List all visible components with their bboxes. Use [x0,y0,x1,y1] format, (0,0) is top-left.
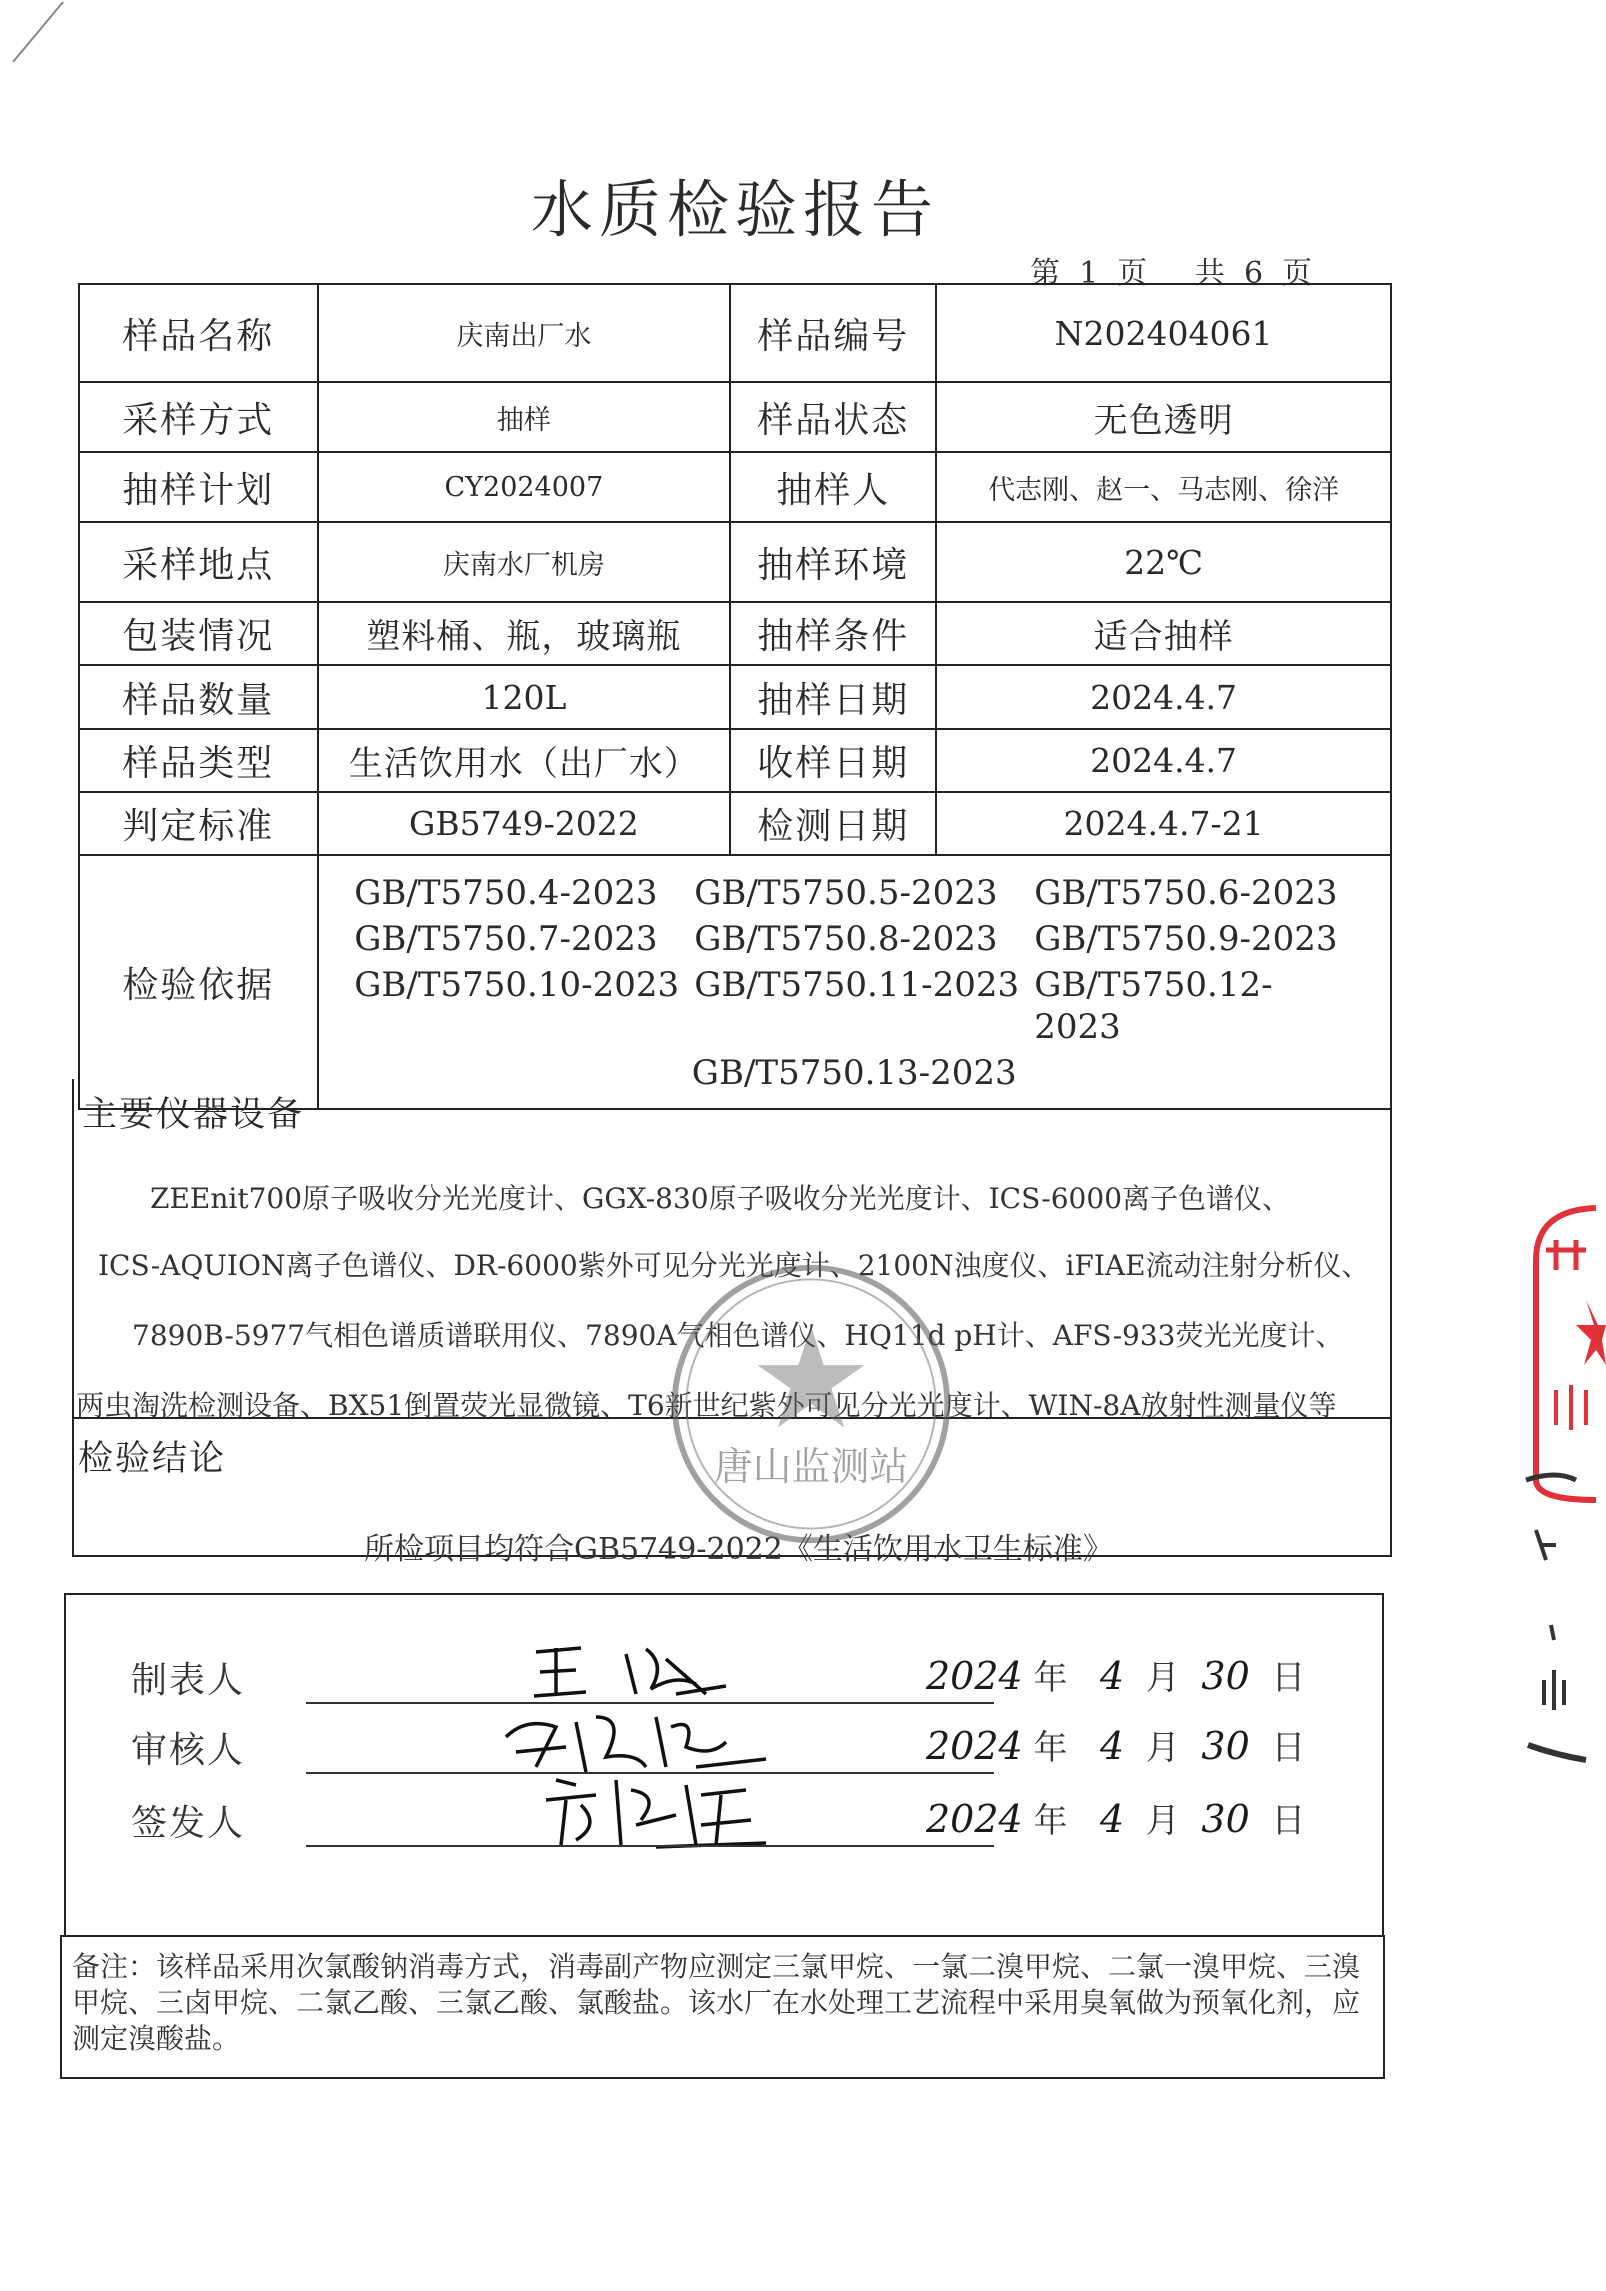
signature-label: 审核人 [131,1730,246,1771]
field-value: 无色透明 [936,382,1391,452]
date-day: 30 [1201,1654,1250,1698]
basis-label: 检验依据 [79,855,318,1109]
field-label: 包装情况 [79,602,318,665]
table-row [79,522,1391,602]
table-row [79,452,1391,522]
field-value: 庆南出厂水 [318,284,731,382]
date-day: 30 [1201,1724,1250,1768]
field-value: 2024.4.7 [936,729,1391,792]
field-value: 庆南水厂机房 [318,522,731,602]
field-label: 样品编号 [730,284,936,382]
conclusion-label: 检验结论 [78,1439,227,1479]
field-label: 抽样计划 [79,452,318,522]
field-value: 120L [318,665,731,729]
field-label: 采样方式 [79,382,318,452]
date-year: 2024 [926,1724,1023,1768]
field-value: 塑料桶、瓶，玻璃瓶 [318,602,731,665]
equipment-label: 主要仪器设备 [82,1095,305,1135]
field-label: 抽样环境 [730,522,936,602]
signature-date [926,1720,1305,1769]
basis-item: GB/T5750.13-2023 [691,1053,1017,1093]
date-year: 2024 [926,1654,1023,1698]
basis-item: GB/T5750.11-2023 [694,965,1020,1005]
equipment-line: 两虫淘洗检测设备、BX51倒置荧光显微镜、T6新世纪紫外可见分光光度计、WIN-8A放射性测量仪等 [76,1389,1337,1422]
table-row [79,665,1391,729]
field-value: 22℃ [936,522,1391,602]
table-row [79,792,1391,855]
field-label: 抽样人 [730,452,936,522]
official-seal-stamp [665,1258,957,1550]
note-text: 备注：该样品采用次氯酸钠消毒方式，消毒副产物应测定三氯甲烷、一氯二溴甲烷、二氯一溴甲烷、三溴甲烷、三卤甲烷、二氯乙酸、三氯乙酸、氯酸盐。该水厂在水处理工艺流程中采用臭氧做为预氧化剂，应测定溴酸盐。 [72,1950,1361,2055]
page-info: 第 1 页 共 6 页 [1030,256,1313,291]
date-month: 4 [1099,1724,1125,1768]
field-value: 2024.4.7 [936,665,1391,729]
field-label: 样品名称 [79,284,318,382]
field-value: 2024.4.7-21 [936,792,1391,855]
date-unit: 年 [1033,1801,1068,1841]
signature-line [306,1845,994,1847]
field-value: 生活饮用水（出厂水） [318,729,731,792]
field-label: 抽样条件 [730,602,936,665]
date-month: 4 [1099,1654,1125,1698]
basis-list [319,856,1390,1108]
signature-date [926,1793,1305,1842]
date-unit: 年 [1033,1658,1068,1698]
basis-item: GB/T5750.5-2023 [694,873,998,913]
signature-row [66,1795,1386,1855]
signature-box [64,1593,1384,1935]
field-label: 检测日期 [730,792,936,855]
field-value: 代志刚、赵一、马志刚、徐洋 [936,452,1391,522]
basis-item: GB/T5750.7-2023 [354,919,658,959]
basis-item: GB/T5750.9-2023 [1034,919,1338,959]
field-label: 判定标准 [79,792,318,855]
basis-item: GB/T5750.6-2023 [1034,873,1338,913]
date-unit: 日 [1271,1658,1306,1698]
signature-date [926,1650,1305,1699]
basis-item: GB/T5750.4-2023 [354,873,658,913]
seal-text: 唐山监测站 [713,1444,909,1490]
field-label: 样品类型 [79,729,318,792]
basis-cell [318,855,1391,1109]
date-month: 4 [1099,1797,1125,1841]
sample-info-table [78,283,1392,1110]
table-row [79,382,1391,452]
signature-label: 签发人 [131,1803,246,1844]
field-label: 采样地点 [79,522,318,602]
field-value: GB5749-2022 [318,792,731,855]
field-label: 抽样日期 [730,665,936,729]
basis-item: GB/T5750.10-2023 [354,965,680,1005]
table-row [79,729,1391,792]
field-label: 收样日期 [730,729,936,792]
date-unit: 日 [1271,1728,1306,1768]
date-unit: 年 [1033,1728,1068,1768]
field-value: 适合抽样 [936,602,1391,665]
date-day: 30 [1201,1797,1250,1841]
edge-seal-fragment [1516,1200,1606,1800]
table-row [79,855,1391,1109]
date-unit: 月 [1145,1728,1180,1768]
date-unit: 月 [1145,1801,1180,1841]
table-row [79,284,1391,382]
equipment-line: ZEEnit700原子吸收分光光度计、GGX-830原子吸收分光光度计、ICS-6000离子色谱仪、 [150,1182,1291,1215]
date-unit: 日 [1271,1801,1306,1841]
date-year: 2024 [926,1797,1023,1841]
field-label: 样品状态 [730,382,936,452]
note-box [60,1935,1385,2079]
corner-scan-mark [8,0,68,70]
handwritten-signature [536,1765,776,1855]
date-unit: 月 [1145,1658,1180,1698]
basis-item: GB/T5750.12-2023 [1034,965,1273,1047]
conclusion-text: 所检项目均符合GB5749-2022《生活饮用水卫生标准》 [364,1532,1113,1567]
equipment-line: 7890B-5977气相色谱质谱联用仪、7890A气相色谱仪、HQ11d pH计、AFS-933荧光光度计、 [132,1319,1344,1352]
document-title: 水质检验报告 [530,173,939,246]
field-label: 样品数量 [79,665,318,729]
field-value: N202404061 [936,284,1391,382]
field-value: 抽样 [318,382,731,452]
signature-label: 制表人 [131,1660,246,1701]
basis-item: GB/T5750.8-2023 [694,919,998,959]
table-row [79,602,1391,665]
field-value: CY2024007 [318,452,731,522]
equipment-line: ICS-AQUION离子色谱仪、DR-6000紫外可见分光光度计、2100N浊度仪、iFIAE流动注射分析仪、 [98,1249,1370,1282]
